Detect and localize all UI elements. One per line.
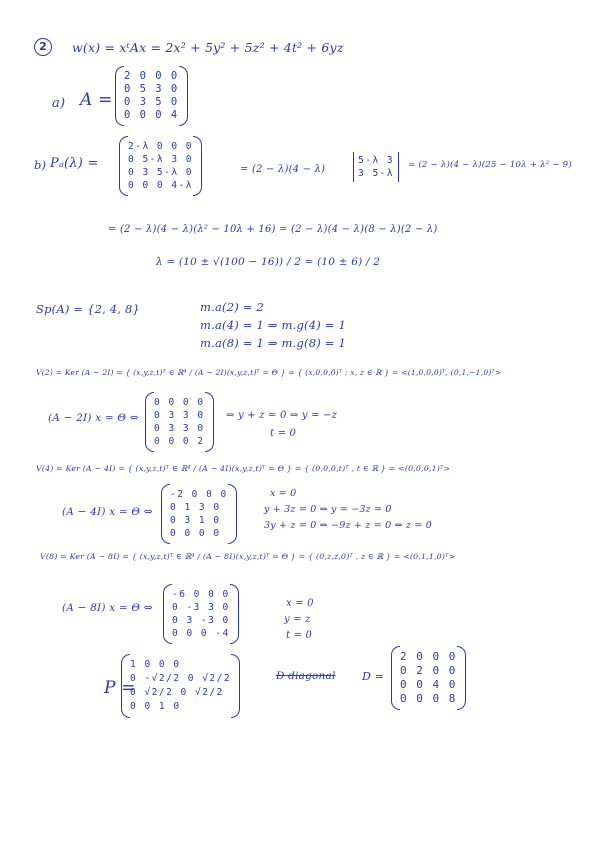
matrix-P-row: 1 0 0 0 bbox=[130, 659, 181, 670]
matrix-D-row: 0 0 4 0 bbox=[400, 678, 457, 691]
matrix-P-row: 0 -√2/2 0 √2/2 bbox=[130, 673, 232, 684]
system-4-z: 3y + z = 0 ⇒ −9z + z = 0 ⇔ z = 0 bbox=[264, 520, 432, 531]
system-8-x: x = 0 bbox=[286, 598, 314, 609]
matrix-A bbox=[124, 70, 179, 122]
matrix-A-2I bbox=[154, 396, 205, 448]
part-a-label: a) bbox=[52, 96, 66, 111]
part-b-label: b) bbox=[34, 158, 47, 172]
matrix-A-2I-row: 0 0 0 0 bbox=[154, 397, 205, 408]
matrix-P-row: 0 √2/2 0 √2/2 bbox=[130, 687, 224, 698]
matrix-A-row: 0 3 5 0 bbox=[124, 96, 179, 108]
quadratic-roots: λ = (10 ± √(100 − 16)) / 2 = (10 ± 6) / 2 bbox=[156, 256, 381, 268]
determinant-2x2 bbox=[358, 154, 394, 180]
part-a-eq: A = bbox=[80, 90, 113, 110]
matrix-A-lambda-row: 0 5-λ 3 0 bbox=[128, 154, 193, 165]
system-2-result: ⇒ y + z = 0 ⇒ y = −z bbox=[226, 410, 338, 421]
matrix-A-4I-row: 0 3 1 0 bbox=[170, 515, 221, 526]
matrix-A-lambda-row: 2-λ 0 0 0 bbox=[128, 141, 193, 152]
matrix-D-row: 2 0 0 0 bbox=[400, 650, 457, 663]
matrix-A-8I-row: 0 -3 3 0 bbox=[172, 602, 230, 613]
eigenspace-4: V(4) = Ker (A − 4I) = { (x,y,z,t)ᵀ ∈ ℝ⁴ / (A − 4I)(x,y,z,t)ᵀ = Θ } = { (0,0,0,t)ᵀ , t ∈ ℝ } = <(0,0,0,1)ᵀ> bbox=[36, 464, 451, 473]
mult-2: m.a(2) = 2 bbox=[200, 300, 264, 314]
eigenspace-2: V(2) = Ker (A − 2I) = { (x,y,z,t)ᵀ ∈ ℝ⁴ / (A − 2I)(x,y,z,t)ᵀ = Θ } = { (x,0,0,0)ᵀ ; x, z ∈ ℝ } = <(1,0,0,0)ᵀ, (0,1,−1,0)ᵀ> bbox=[36, 368, 502, 377]
matrix-A-4I-row: 0 1 3 0 bbox=[170, 502, 221, 513]
char-poly-rhs2: = (2 − λ)(4 − λ)(25 − 10λ + λ² − 9) bbox=[408, 160, 572, 170]
matrix-A-8I-row: -6 0 0 0 bbox=[172, 589, 230, 600]
determinant-row: 5-λ 3 bbox=[358, 155, 395, 166]
matrix-D-row: 0 0 0 8 bbox=[400, 692, 457, 705]
matrix-A-8I bbox=[172, 588, 230, 640]
char-poly-factored: = (2 − λ)(4 − λ)(λ² − 10λ + 16) = (2 − λ)(4 − λ)(8 − λ)(2 − λ) bbox=[108, 224, 438, 235]
matrix-A-row: 0 5 3 0 bbox=[124, 83, 179, 95]
eigenspace-8: V(8) = Ker (A − 8I) = { (x,y,z,t)ᵀ ∈ ℝ⁴ / (A − 8I)(x,y,z,t)ᵀ = Θ } = { (0,z,z,0)ᵀ , z ∈ ℝ } = <(0,1,1,0)ᵀ> bbox=[40, 552, 456, 561]
system-2-t: t = 0 bbox=[270, 428, 297, 439]
problem-number-badge: 2 bbox=[34, 38, 52, 56]
matrix-A-row: 2 0 0 0 bbox=[124, 70, 179, 82]
matrix-P-row: 0 0 1 0 bbox=[130, 701, 181, 712]
matrix-A-2I-row: 0 0 0 2 bbox=[154, 436, 205, 447]
matrix-A-8I-row: 0 0 0 -4 bbox=[172, 628, 230, 639]
determinant-row: 3 5-λ bbox=[358, 168, 395, 179]
matrix-D bbox=[400, 650, 457, 706]
matrix-A-4I bbox=[170, 488, 228, 540]
matrix-A-4I-row: -2 0 0 0 bbox=[170, 489, 228, 500]
matrix-A-2I-row: 0 3 3 0 bbox=[154, 410, 205, 421]
spectrum: Sp(A) = {2, 4, 8} bbox=[36, 302, 141, 316]
system-2-lhs: (A − 2I) x = Θ ⇔ bbox=[48, 412, 139, 424]
matrix-A-lambda-row: 0 3 5-λ 0 bbox=[128, 167, 193, 178]
matrix-A-row: 0 0 0 4 bbox=[124, 109, 179, 121]
mult-8: m.a(8) = 1 ⇒ m.g(8) = 1 bbox=[200, 336, 346, 350]
system-4-y: y + 3z = 0 ⇒ y = −3z = 0 bbox=[264, 504, 392, 515]
matrix-A-lambda-row: 0 0 0 4-λ bbox=[128, 180, 193, 191]
quadratic-form-line: w(x) = xᵗAx = 2x² + 5y² + 5z² + 4t² + 6yz bbox=[72, 40, 344, 55]
struck-text: D diagonal bbox=[276, 670, 336, 682]
system-8-t: t = 0 bbox=[286, 630, 313, 641]
matrix-P bbox=[130, 658, 231, 714]
system-8-lhs: (A − 8I) x = Θ ⇔ bbox=[62, 602, 153, 614]
system-4-lhs: (A − 4I) x = Θ ⇔ bbox=[62, 506, 153, 518]
matrix-A-lambda bbox=[128, 140, 193, 192]
matrix-A-8I-row: 0 3 -3 0 bbox=[172, 615, 230, 626]
D-label: D = bbox=[362, 670, 385, 683]
mult-4: m.a(4) = 1 ⇒ m.g(4) = 1 bbox=[200, 318, 346, 332]
system-8-y: y = z bbox=[284, 614, 311, 625]
matrix-A-2I-row: 0 3 3 0 bbox=[154, 423, 205, 434]
matrix-A-4I-row: 0 0 0 0 bbox=[170, 528, 221, 539]
char-poly-lhs: Pₐ(λ) = bbox=[50, 156, 99, 171]
char-poly-rhs1: = (2 − λ)(4 − λ) bbox=[240, 164, 326, 175]
P-label: P = bbox=[104, 678, 136, 698]
system-4-x: x = 0 bbox=[270, 488, 297, 499]
matrix-D-row: 0 2 0 0 bbox=[400, 664, 457, 677]
